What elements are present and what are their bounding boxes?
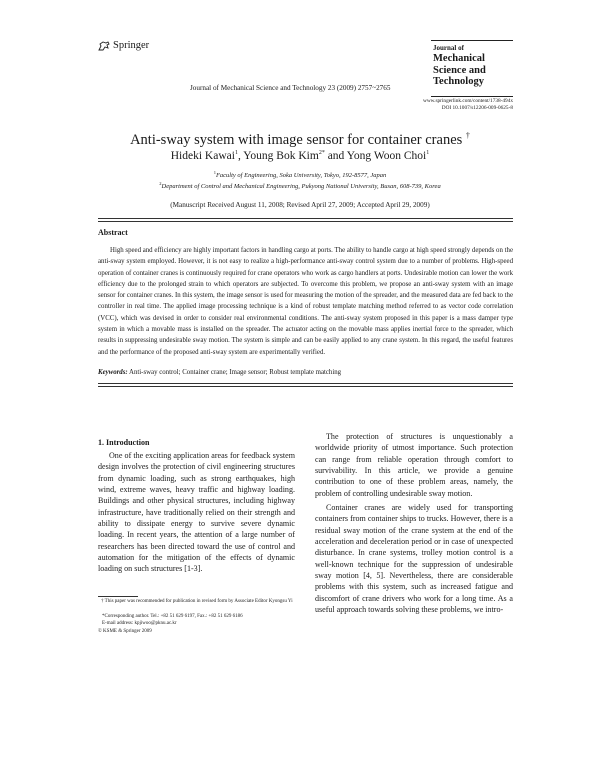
copyright: © KSME & Springer 2009 (98, 629, 152, 634)
abstract-text: High speed and efficiency are highly important factors in handling cargo at ports. The ability to handle cargo at high speed strongly depends on the anti-sway system employed. However, it is not easy to realize a high-performance anti-sway control system due to a number of problems. High-speed operation of container cranes is continuously required for crane operators who work as cargo handlers at ports. Undesirable motion can lower the work efficiency due to the prolonged strain to which operators are subjected. To overcome this problem, we propose an anti-sway system with an image sensor for container cranes. In this system, the image sensor is used for measuring the motion of the spreader, and the measured data are fed back to the controller in real time. The applied image processing technique is a kind of robust template matching method referred to as vector code correlation (VCC), which was devised in order to consider real environmental conditions. The anti-sway system proposed in this paper is a mass damper type system in which a movable mass is installed on the spreader. The actuator acting on the movable mass applies inertial force to the spreader, which results in suppressing undesirable sway motion. The system is simple and can be easily applied to any crane system. In this regard, the useful features and the performance of the proposed anti-sway system are experimentally verified. (98, 247, 513, 356)
keywords (98, 369, 341, 376)
divider (98, 383, 513, 387)
body-paragraph: Container cranes are widely used for transporting containers from container ships to trucks. However, there is a residual sway motion of the crane system at the end of the acceleration and deceleration period or in case of unexpected disturbance. In crane systems, trolley motion control is a well-known technique for the suppression of undesirable sway motion [4, 5]. Nevertheless, there are considerable problems with this system, such as increased fatigue and discomfort of crane drivers who work for a long time. As a useful approach towards solving these problems, we intro- (315, 503, 513, 615)
journal-logo-box (431, 40, 513, 97)
paper-title: Anti-sway system with image sensor for container cranes † (130, 131, 470, 148)
doi-block (400, 98, 513, 112)
journal-of-label: Journal of (433, 44, 464, 52)
doi-line: DOI 10.1007/s12206-009-0625-8 (441, 105, 513, 111)
section-heading: 1. Introduction (98, 438, 150, 447)
title-footnote-mark: † (465, 131, 470, 140)
divider (98, 218, 513, 222)
right-column (315, 431, 513, 616)
keywords-label: Keywords: (98, 369, 128, 376)
author-name: Hideki Kawai (170, 150, 235, 162)
manuscript-dates: (Manuscript Received August 11, 2008; Revised April 27, 2009; Accepted April 29, 2009) (170, 201, 430, 209)
journal-citation: Journal of Mechanical Science and Technology 23 (2009) 2757~2765 (190, 84, 391, 92)
publisher-logo (98, 40, 149, 51)
body-paragraph: One of the exciting application areas for feedback system design involves the protection of civil engineering structures from dynamic loading, such as strong earthquakes, high wind, extreme waves, heavy traffic and highway loading. Buildings and other physical structures, including highway infrastructure, have traditionally relied on their strength and ability to dissipate energy to survive severe dynamic loading. In recent years, the attention of a large number of researchers has been directed toward the use of control and automation for the mitigation of the effects of dynamic loading on such structures [1-3]. (98, 451, 295, 574)
author-name: Young Bok Kim (243, 150, 319, 162)
author-name: Yong Woon Choi (346, 150, 427, 162)
footnote: E-mail address: kpjiwoo@pknu.ac.kr (102, 621, 177, 626)
keywords-text: Anti-sway control; Container crane; Image sensor; Robust template matching (129, 369, 342, 376)
publisher-name: Springer (113, 40, 150, 51)
affiliation: $^1$Faculty of Engineering, Soka University, Tokyo, 192-8577, Japan (213, 170, 387, 179)
abstract-heading: Abstract (98, 228, 128, 237)
author-list: Hideki Kawai$^1$, Young Bok Kim$^{2*}$ and Yong Woon Choi$^1$ (170, 150, 430, 162)
springer-horse-icon (98, 41, 110, 51)
left-column (98, 450, 295, 575)
footnote: † This paper was recommended for publication in revised form by Associate Editor Kyongsu Yi (101, 599, 293, 604)
journal-url: www.springerlink.com/content/1738-494x (423, 98, 513, 104)
footnote: *Corresponding author. Tel.: +82 51 629 6197, Fax.: +82 51 629 6186 (102, 614, 243, 619)
body-paragraph: The protection of structures is unquestionably a worldwide priority of utmost importance. Such protection can range from reliable operation through comfort to survivability. In this article, we provide a genuine contribution to one of these problem areas, namely, the problem of controlling undesirable sway motion. (315, 432, 513, 498)
footnote-divider (98, 596, 138, 597)
affiliation: $^2$Department of Control and Mechanical Engineering, Pukyong National University, Busan, 608-739, Korea (159, 181, 441, 190)
journal-name: Mechanical Science and Technology (433, 53, 486, 87)
